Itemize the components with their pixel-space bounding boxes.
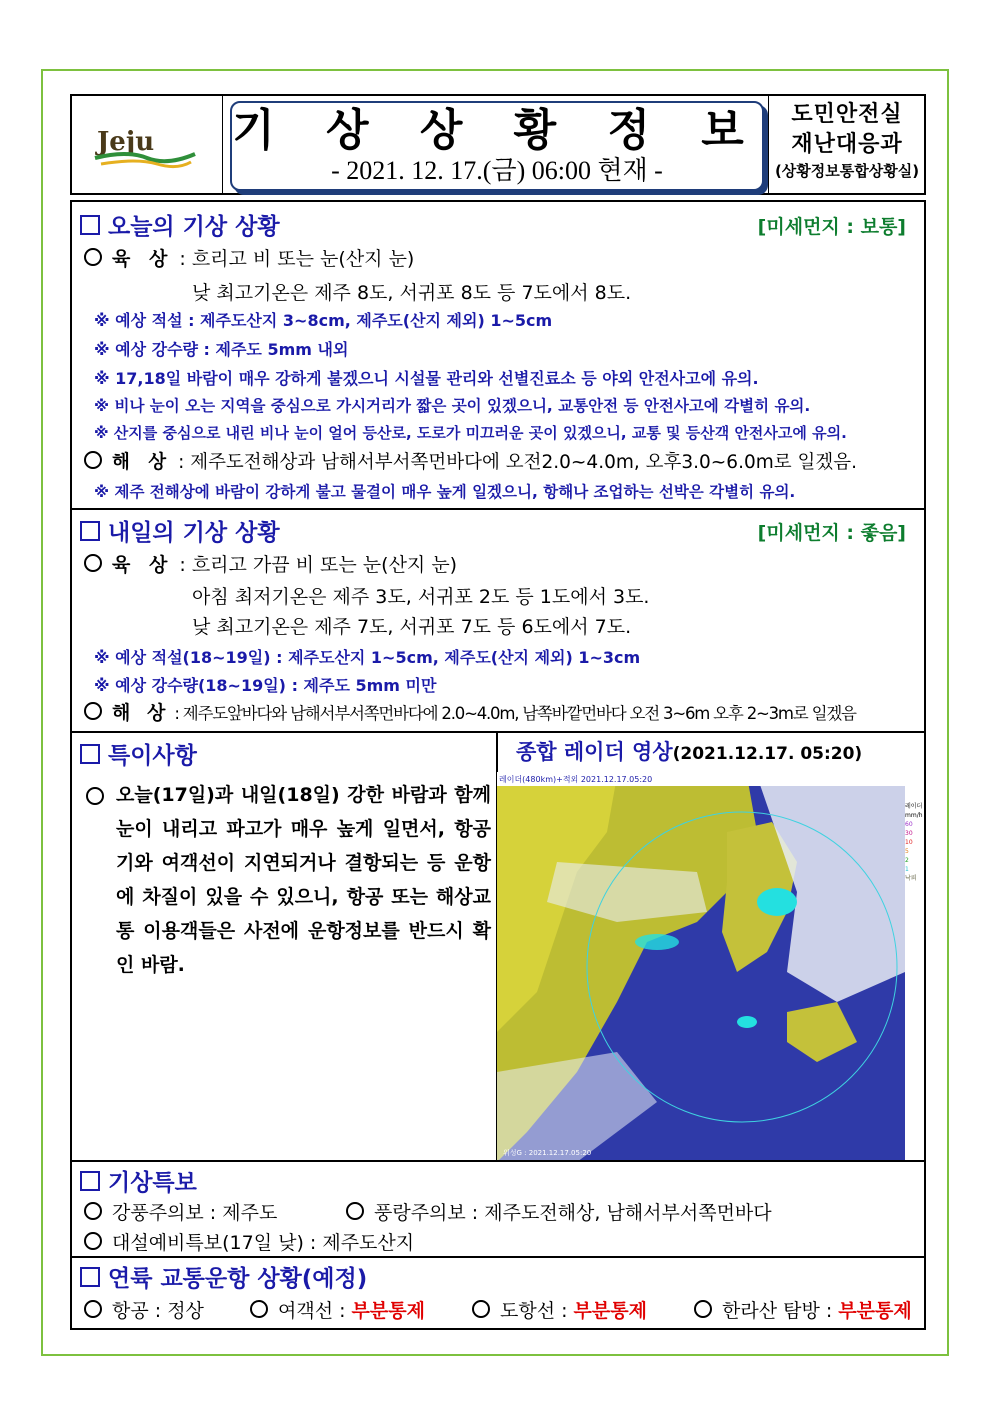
- organization: [768, 96, 925, 193]
- today-note-snow: ※ 예상 적설 : 제주도산지 3~8cm, 제주도(산지 제외) 1~5cm: [94, 311, 553, 330]
- today-sea: 해 상 : 제주도전해상과 남해서부서쪽먼바다에 오전2.0~4.0m, 오후3.0~6.0m로 일겠음.: [84, 448, 857, 474]
- checkbox-icon: [80, 1267, 100, 1287]
- divider: [72, 1160, 924, 1162]
- circle-bullet-icon: [84, 248, 102, 266]
- today-note-visibility: ※ 비나 눈이 오는 지역을 중심으로 가시거리가 짧은 곳이 있겠으니, 교통안전 등 안전사고에 각별히 유의.: [94, 397, 811, 415]
- report-body: [70, 200, 926, 1330]
- transport-ferry: 여객선 : 부분통제: [250, 1296, 425, 1323]
- checkbox-icon: [80, 744, 100, 764]
- today-note-wind: ※ 17,18일 바람이 매우 강하게 불겠으니 시설물 관리와 선별진료소 등 야외 안전사고에 유의.: [94, 369, 759, 388]
- svg-text:위성G : 2021.12.17.05:20: 위성G : 2021.12.17.05:20: [503, 1149, 592, 1157]
- today-dust: [미세먼지 : 보통]: [757, 216, 906, 238]
- tomorrow-heading: 내일의 기상 상황: [80, 514, 280, 547]
- tomorrow-high-temp: 낮 최고기온은 제주 7도, 서귀포 7도 등 6도에서 7도.: [192, 616, 632, 638]
- special-heading: 특이사항: [80, 737, 197, 770]
- report-time: - 2021. 12. 17.(금) 06:00 현재 -: [331, 156, 663, 185]
- tomorrow-sea: 해 상 : 제주도앞바다와 남해서부서쪽먼바다에 2.0~4.0m, 남쪽바깥먼바다 오전 3~6m 오후 2~3m로 일겠음: [84, 698, 856, 725]
- warnings-heading: 기상특보: [80, 1164, 197, 1197]
- divider: [72, 1256, 924, 1258]
- jeju-logo: [72, 96, 223, 193]
- circle-bullet-icon: [346, 1202, 364, 1220]
- transport-island-ferry: 도항선 : 부분통제: [472, 1296, 647, 1323]
- header: [70, 94, 926, 195]
- today-sea-note: ※ 제주 전해상에 바람이 강하게 불고 물결이 매우 높게 일겠으니, 항해나 조업하는 선박은 각별히 유의.: [94, 483, 796, 501]
- circle-bullet-icon: [84, 451, 102, 469]
- transport-air: 항공 : 정상: [84, 1296, 204, 1323]
- today-heading: 오늘의 기상 상황: [80, 208, 280, 241]
- circle-bullet-icon: [86, 787, 104, 805]
- warning-wind: 강풍주의보 : 제주도: [84, 1198, 277, 1225]
- org-line3: (상황정보통합상황실): [774, 162, 920, 180]
- radar-map-icon: [497, 772, 905, 1162]
- svg-text:Jeju: Jeju: [97, 126, 155, 157]
- org-line1: 도민안전실: [791, 102, 903, 127]
- radar-legend: 레이더 mm/h 60 30 10 5 2 1 낙뢰: [905, 802, 924, 942]
- circle-bullet-icon: [472, 1300, 490, 1318]
- divider: [72, 508, 924, 510]
- circle-bullet-icon: [84, 1202, 102, 1220]
- checkbox-icon: [80, 215, 100, 235]
- radar-heading: 종합 레이더 영상(2021.12.17. 05:20): [516, 740, 863, 764]
- warning-snow: 대설예비특보(17일 낮) : 제주도산지: [84, 1228, 414, 1255]
- page-title: 기 상 상 황 정 보: [232, 105, 762, 156]
- tomorrow-low-temp: 아침 최저기온은 제주 3도, 서귀포 2도 등 1도에서 3도.: [192, 586, 650, 608]
- checkbox-icon: [80, 521, 100, 541]
- checkbox-icon: [80, 1171, 100, 1191]
- tomorrow-dust: [미세먼지 : 좋음]: [757, 522, 906, 544]
- circle-bullet-icon: [84, 1300, 102, 1318]
- circle-bullet-icon: [694, 1300, 712, 1318]
- circle-bullet-icon: [250, 1300, 268, 1318]
- svg-text:레이더(480km)+적외 2021.12.17.: 레이더(480km)+적외 2021.12.17.05:20: [499, 775, 653, 784]
- tomorrow-land: 육 상 : 흐리고 가끔 비 또는 눈(산지 눈): [84, 550, 457, 577]
- special-text: 오늘(17일)과 내일(18일) 강한 바람과 함께 눈이 내리고 파고가 매우 높게 일면서, 항공기와 여객선이 지연되거나 결항되는 등 운항에 차질이 있을 수 있으니, 항공 또는 해상교통 이용객들은 사전에 운항정보를 반드시 확인 바람.: [116, 778, 491, 982]
- tomorrow-note-snow: ※ 예상 적설(18~19일) : 제주도산지 1~5cm, 제주도(산지 제외) 1~3cm: [94, 648, 641, 667]
- tomorrow-note-rain: ※ 예상 강수량(18~19일) : 제주도 5mm 미만: [94, 676, 437, 695]
- today-note-ice: ※ 산지를 중심으로 내린 비나 눈이 얼어 등산로, 도로가 미끄러운 곳이 있겠으니, 교통 및 등산객 안전사고에 유의.: [94, 424, 847, 442]
- circle-bullet-icon: [84, 702, 102, 720]
- transport-heading: 연륙 교통운항 상황(예정): [80, 1260, 367, 1293]
- today-note-rain: ※ 예상 강수량 : 제주도 5mm 내외: [94, 340, 349, 359]
- title-box: [230, 101, 764, 191]
- circle-bullet-icon: [84, 1232, 102, 1250]
- divider: [72, 731, 924, 733]
- circle-bullet-icon: [84, 554, 102, 572]
- today-land: 육 상 : 흐리고 비 또는 눈(산지 눈): [84, 244, 414, 271]
- warning-waves: 풍랑주의보 : 제주도전해상, 남해서부서쪽먼바다: [346, 1198, 772, 1225]
- org-line2: 재난대응과: [791, 132, 903, 157]
- jeju-logo-icon: [87, 120, 207, 170]
- today-land-temp: 낮 최고기온은 제주 8도, 서귀포 8도 등 7도에서 8도.: [192, 282, 632, 304]
- transport-hallasan: 한라산 탐방 : 부분통제: [694, 1296, 912, 1323]
- radar-image: [497, 772, 905, 1162]
